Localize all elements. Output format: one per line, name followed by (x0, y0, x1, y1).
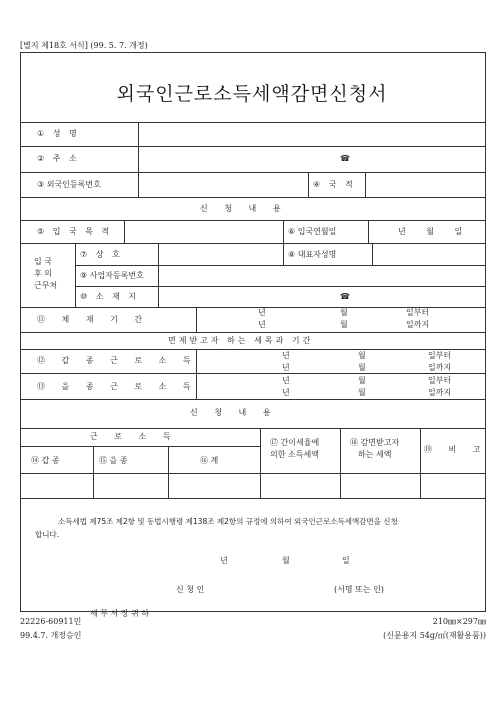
rule (365, 172, 366, 197)
label-location: ⑩ 소 재 지 (80, 292, 139, 301)
period-to: 일까지 (406, 320, 430, 329)
label-workplace-1: 입 국 (34, 257, 52, 266)
period-month: 월 (358, 363, 366, 372)
rule (20, 399, 486, 400)
footer-code: 22226-60911민 (20, 617, 82, 626)
rule (20, 172, 486, 173)
col-withheld-1: ⑰ 간이세율에 (270, 438, 320, 447)
rule (283, 243, 284, 265)
rule (20, 197, 486, 198)
date-day: 일 (342, 556, 350, 565)
label-earned-income: 근 로 소 득 (90, 432, 178, 441)
period-month: 월 (340, 320, 348, 329)
rule (138, 122, 139, 197)
rule (283, 220, 284, 243)
rule (368, 220, 369, 243)
date-year: 년 (220, 556, 228, 565)
col-exempt-1: ⑱ 감면받고자 (350, 438, 400, 447)
rule (75, 243, 76, 307)
footer-paper-spec: (신문용지 54g/㎡(재활용품)) (383, 631, 486, 640)
rule (196, 307, 197, 332)
label-trade-name: ⑦ 상 호 (80, 250, 123, 259)
label-representative: ⑧ 대표자성명 (288, 250, 337, 259)
label-entry-purpose: ⑤ 입 국 목 적 (37, 227, 113, 236)
period-month: 월 (358, 351, 366, 360)
col-class-a: ⑭ 갑 종 (31, 456, 60, 465)
col-withheld-2: 의한 소득세액 (270, 450, 319, 459)
rule (75, 265, 486, 266)
period-year: 년 (282, 351, 290, 360)
footer-approval: 99.4.7. 개정승인 (20, 631, 82, 640)
period-year: 년 (282, 363, 290, 372)
rule (124, 220, 125, 243)
rule (168, 446, 169, 498)
form-number: [별지 제18호 서식] (99. 5. 7. 개정) (20, 41, 148, 50)
period-month: 월 (340, 308, 348, 317)
col-remark: ⑲ 비 고 (424, 445, 481, 454)
period-month: 월 (358, 388, 366, 397)
period-from: 일부터 (428, 351, 452, 360)
rule (20, 473, 486, 474)
section-exemption: 면제받고자 하는 세목과 기간 (168, 336, 314, 345)
col-class-b: ⑮ 을 종 (99, 456, 128, 465)
period-year: 년 (282, 376, 290, 385)
label-name: ① 성 명 (37, 129, 80, 138)
period-month: 월 (358, 376, 366, 385)
period-year: 년 (258, 308, 266, 317)
rule (372, 243, 373, 265)
col-exempt-2: 하는 세액 (358, 450, 392, 459)
label-address: ② 주 소 (37, 154, 80, 163)
period-year: 년 (282, 388, 290, 397)
label-business-registration: ⑨ 사업자등록번호 (80, 271, 144, 280)
rule (20, 373, 486, 374)
date-month: 월 (282, 556, 290, 565)
footer-paper-size: 210㎜×297㎜ (432, 617, 486, 626)
label-class-a-income: ⑫ 갑 종 근 로 소 득 (37, 356, 198, 365)
rule (20, 243, 486, 244)
entry-date-value: 년 월 일 (398, 227, 463, 236)
label-stay-period: ⑪ 체 재 기 간 (37, 315, 150, 324)
statement-line-2: 합니다. (35, 530, 60, 539)
label-workplace-3: 근무처 (34, 281, 58, 290)
rule (20, 349, 486, 350)
telephone-icon: ☎ (340, 154, 350, 163)
rule (93, 446, 94, 498)
rule (260, 428, 261, 498)
rule (20, 220, 486, 221)
period-from: 일부터 (428, 376, 452, 385)
period-to: 일까지 (428, 388, 452, 397)
period-to: 일까지 (428, 363, 452, 372)
rule (20, 446, 260, 447)
rule (340, 428, 341, 498)
rule (20, 498, 486, 499)
label-workplace-2: 후 의 (34, 269, 52, 278)
addressee: 세 무 서 장 귀 하 (90, 609, 150, 618)
period-year: 년 (258, 320, 266, 329)
period-from: 일부터 (406, 308, 430, 317)
rule (20, 332, 486, 333)
rule (20, 146, 486, 147)
section-application-2: 신 청 내 용 (190, 408, 278, 417)
telephone-icon: ☎ (340, 292, 350, 301)
rule (20, 428, 486, 429)
label-entry-date: ⑥ 입국연월일 (288, 227, 337, 236)
rule (308, 172, 309, 197)
rule (420, 428, 421, 498)
signature-placeholder: (서명 또는 인) (334, 585, 384, 594)
statement-line-1: 소득세법 제75조 제2항 및 동법시행령 제138조 제2항의 규정에 의하여 외국인근로소득세액감면을 신청 (58, 517, 398, 526)
label-applicant: 신 청 인 (176, 585, 205, 594)
col-total: ⑯ 계 (200, 456, 219, 465)
rule (158, 243, 159, 307)
form-title: 외국인근로소득세액감면신청서 (116, 83, 388, 105)
rule (20, 122, 486, 123)
rule (75, 286, 486, 287)
label-class-b-income: ⑬ 을 종 근 로 소 득 (37, 382, 198, 391)
label-registration-number: ③ 외국인등록번호 (37, 180, 101, 189)
label-nationality: ④ 국 적 (313, 180, 356, 189)
section-application: 신 청 내 용 (200, 204, 288, 213)
